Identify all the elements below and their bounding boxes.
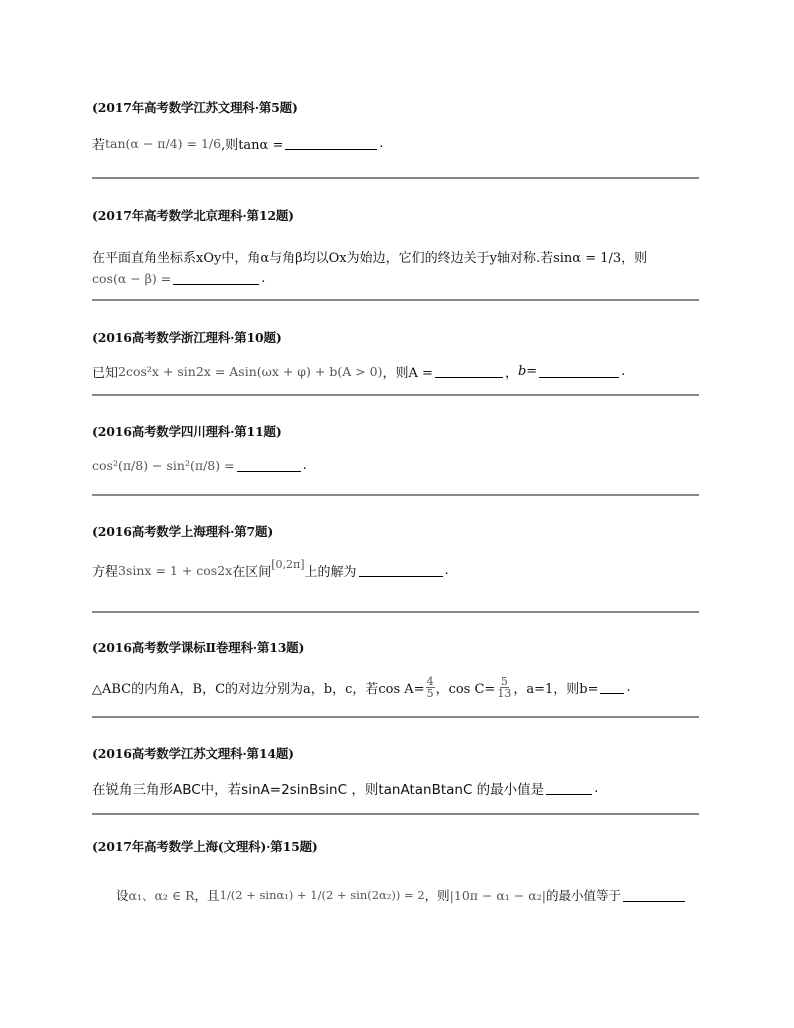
answer-blank[interactable] [623,889,685,902]
problem-2-line2 [92,271,265,286]
answer-blank[interactable] [237,459,301,472]
problem-source: (2016高考数学四川理科·第11题) [92,424,282,439]
problem-4-question [92,458,307,473]
numerator: 5 [500,675,508,688]
q3-middle: ，则A = [382,366,433,381]
problem-source: (2017年高考数学江苏文理科·第5题) [92,100,298,115]
problem-2-line1 [92,247,647,266]
q1-suffix: . [379,136,384,151]
divider [92,611,699,613]
answer-blank[interactable] [546,782,592,795]
problem-source: (2016高考数学课标Ⅱ卷理科·第13题) [92,640,305,655]
q8-abs: |10π − α₁ − α₂| [449,887,546,903]
q5-middle: 在区间 [232,565,272,580]
answer-blank[interactable] [359,564,443,577]
q6-text2: ，cos C= [435,682,496,697]
problem-1-question [92,134,384,153]
q7-text: 在锐角三角形ABC中，若sinA=2sinBsinC ，则tanAtanBtanC 的最小值是 [92,782,545,798]
q8-prefix: 设 [116,888,129,903]
problem-source: (2016高考数学浙江理科·第10题) [92,330,282,345]
problem-source: (2016高考数学江苏文理科·第14题) [92,746,294,761]
q5-prefix: 方程 [92,565,119,580]
problem-6-question [92,676,631,699]
problem-source: (2017年高考数学上海(文理科)·第15题) [92,839,318,854]
q8-tail: 的最小值等于 [545,888,621,903]
q5-suffix: . [444,563,449,578]
q1-middle: ,则tanα = [221,138,284,153]
q2-suffix: . [261,271,266,286]
answer-blank[interactable] [173,272,259,285]
q8-middle: ，且 [194,888,220,903]
q2-math: cos(α − β) = [92,271,172,286]
q8-vars: α₁、α₂ ∈ R [128,888,195,903]
denominator: 13 [497,687,512,700]
answer-blank[interactable] [285,137,377,150]
problem-source: (2017年高考数学北京理科·第12题) [92,208,294,223]
q1-prefix: 若 [92,138,106,153]
q3-prefix: 已知 [92,366,119,381]
q3-suffix: . [621,364,626,379]
divider [92,813,699,815]
q4-math: cos²(π/8) − sin²(π/8) = [92,458,235,473]
problem-5-question [92,558,449,580]
answer-blank-a[interactable] [435,365,503,378]
divider [92,177,699,179]
problem-source: (2016高考数学上海理科·第7题) [92,524,274,539]
problem-8-question [116,886,687,904]
fraction-cosA [426,676,435,699]
fraction-cosC [496,676,512,699]
q6-suffix: . [626,680,631,695]
denominator: 5 [426,687,434,700]
q3-comma: ， [504,366,518,381]
q5-interval: [0,2π] [271,558,305,571]
q6-text3: ，a=1，则b= [513,682,599,697]
q6-text1: △ABC的内角A，B，C的对边分别为a，b，c，若cos A= [92,682,425,697]
q1-math: tan(α − π/4) = 1/6 [105,136,222,151]
answer-blank-b[interactable] [539,365,619,378]
problem-7-question [92,778,598,798]
divider [92,299,699,301]
divider [92,394,699,396]
q8-after: ，则 [424,888,450,903]
q3-b-label: b= [517,364,538,379]
q8-equation: 1/(2 + sinα₁) + 1/(2 + sin(2α₂)) = 2 [219,888,425,902]
answer-blank[interactable] [600,681,624,694]
q5-after: 上的解为 [304,565,357,580]
q2-line1: 在平面直角坐标系xOy中，角α与角β均以Ox为始边，它们的终边关于y轴对称.若sinα = 1/3，则 [92,251,648,266]
q4-suffix: . [302,458,307,473]
q7-suffix: . [594,780,599,796]
problem-3-question [92,362,625,381]
q5-math: 3sinx = 1 + cos2x [118,563,233,578]
numerator: 4 [426,675,434,688]
q3-math: 2cos²x + sin2x = Asin(ωx + φ) + b(A > 0) [118,364,383,379]
divider [92,716,699,718]
divider [92,494,699,496]
